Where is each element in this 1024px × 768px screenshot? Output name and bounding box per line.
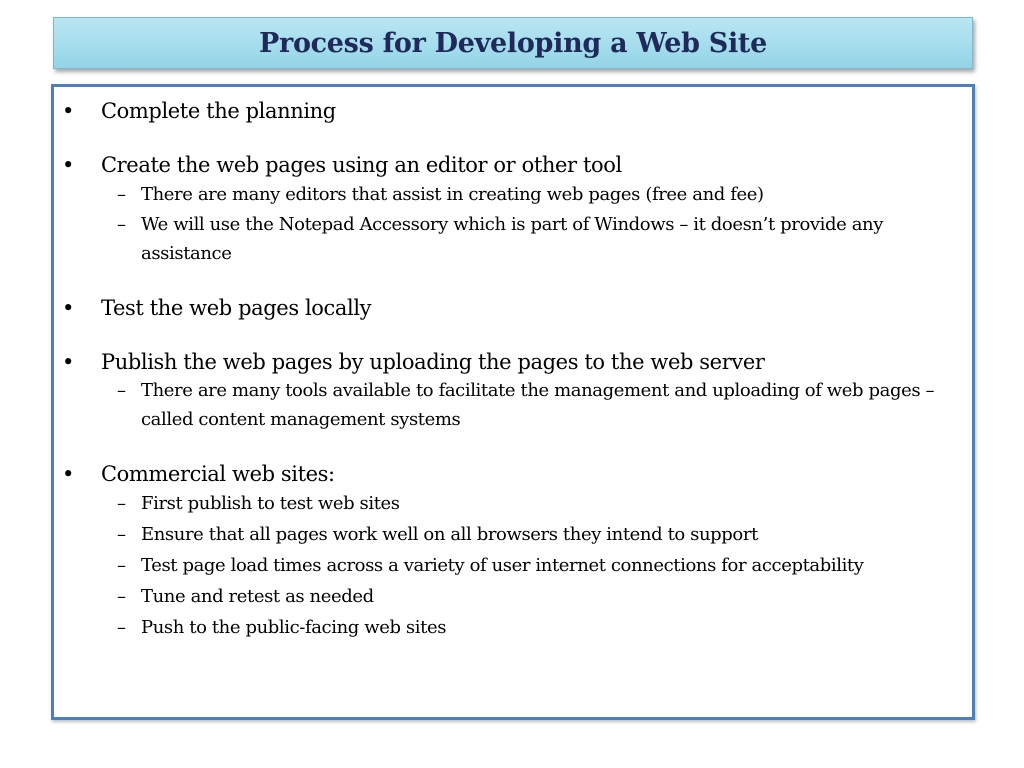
slide-title-box <box>53 17 973 69</box>
sub-bullet-text: First publish to test web sites <box>141 493 400 514</box>
sub-bullet-glyph: – <box>117 555 126 576</box>
bullet-glyph: • <box>62 153 74 177</box>
sub-bullet <box>54 550 972 581</box>
bullet-row <box>54 294 972 322</box>
sub-bullet <box>54 612 972 643</box>
sub-bullet-glyph: – <box>117 524 126 545</box>
bullet-row <box>54 460 972 488</box>
sub-bullet-text: Push to the public-facing web sites <box>141 617 447 638</box>
bullet-list <box>54 87 972 643</box>
bullet-item <box>54 97 972 125</box>
bullet-row <box>54 97 972 125</box>
sub-bullet-glyph: – <box>117 493 126 514</box>
sub-bullet-glyph: – <box>117 380 126 401</box>
bullet-glyph: • <box>62 350 74 374</box>
bullet-glyph: • <box>62 296 74 320</box>
sub-bullet-text: Ensure that all pages work well on all browsers they intend to support <box>141 524 758 545</box>
sub-bullet <box>54 210 972 268</box>
slide-content-box <box>51 84 975 720</box>
bullet-item <box>54 294 972 322</box>
bullet-item <box>54 348 972 434</box>
sub-bullet-text: There are many tools available to facilitate the management and uploading of web pages – called content management systems <box>141 380 935 430</box>
bullet-row <box>54 348 972 376</box>
bullet-item <box>54 460 972 643</box>
bullet-row <box>54 151 972 179</box>
bullet-glyph: • <box>62 99 74 123</box>
sub-bullet-text: Test page load times across a variety of user internet connections for acceptability <box>141 555 864 576</box>
sub-bullet <box>54 376 972 434</box>
sub-bullet <box>54 488 972 519</box>
sub-bullet-glyph: – <box>117 617 126 638</box>
sub-bullet-glyph: – <box>117 214 126 235</box>
bullet-text: Test the web pages locally <box>101 296 372 320</box>
sub-bullet <box>54 179 972 210</box>
bullet-item <box>54 151 972 268</box>
sub-bullet <box>54 519 972 550</box>
sub-bullet <box>54 581 972 612</box>
bullet-glyph: • <box>62 462 74 486</box>
sub-bullet-text: Tune and retest as needed <box>141 586 374 607</box>
bullet-text: Complete the planning <box>101 99 336 123</box>
bullet-text: Commercial web sites: <box>101 462 335 486</box>
slide-title: Process for Developing a Web Site <box>259 27 767 59</box>
sub-bullet-text: We will use the Notepad Accessory which is part of Windows – it doesn’t provide any assistance <box>141 214 883 264</box>
bullet-text: Publish the web pages by uploading the pages to the web server <box>101 350 765 374</box>
sub-bullet-glyph: – <box>117 184 126 205</box>
sub-bullet-text: There are many editors that assist in creating web pages (free and fee) <box>141 184 764 205</box>
bullet-text: Create the web pages using an editor or other tool <box>101 153 622 177</box>
sub-bullet-glyph: – <box>117 586 126 607</box>
